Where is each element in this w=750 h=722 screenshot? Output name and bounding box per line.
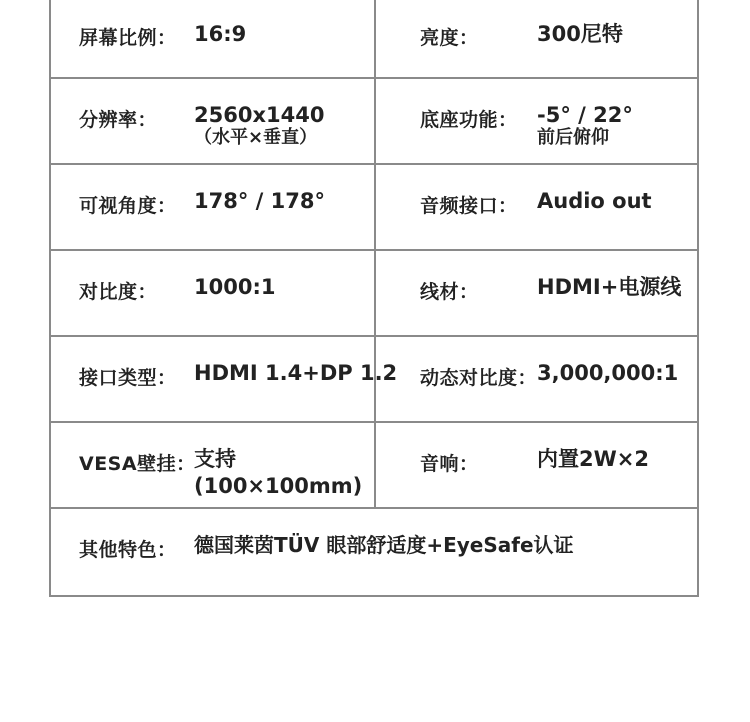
spec-row bbox=[51, 423, 697, 509]
spec-label-cables: 线材： bbox=[420, 281, 479, 303]
spec-value-resolution-note: （水平×垂直） bbox=[194, 127, 318, 148]
spec-cell bbox=[51, 79, 376, 163]
spec-row bbox=[51, 0, 697, 79]
spec-label-interface-type: 接口类型： bbox=[79, 367, 177, 389]
spec-label-brightness: 亮度： bbox=[420, 27, 479, 49]
spec-value-vesa-support: 支持 bbox=[194, 447, 236, 471]
spec-value-resolution bbox=[194, 103, 324, 148]
spec-label-other-features: 其他特色： bbox=[79, 539, 177, 561]
spec-value-stand-tilt: -5° / 22° bbox=[537, 103, 633, 127]
spec-value-stand-function bbox=[537, 103, 633, 148]
spec-value-stand-note: 前后俯仰 bbox=[537, 127, 609, 148]
spec-value-speakers: 内置2W×2 bbox=[537, 447, 649, 471]
spec-value-audio-port: Audio out bbox=[537, 189, 652, 213]
spec-row bbox=[51, 165, 697, 251]
spec-cell bbox=[51, 423, 376, 507]
spec-value-resolution-main: 2560x1440 bbox=[194, 103, 325, 127]
spec-label-viewing-angle: 可视角度： bbox=[79, 195, 177, 217]
spec-label-stand-function: 底座功能： bbox=[420, 109, 518, 131]
spec-label-resolution: 分辨率： bbox=[79, 109, 158, 131]
spec-cell bbox=[376, 337, 697, 421]
spec-value-contrast: 1000:1 bbox=[194, 275, 276, 299]
spec-value-vesa-size: (100×100mm) bbox=[194, 474, 363, 498]
spec-value-aspect-ratio: 16:9 bbox=[194, 22, 247, 46]
spec-label-contrast: 对比度： bbox=[79, 281, 158, 303]
spec-cell bbox=[376, 423, 697, 507]
spec-cell bbox=[51, 165, 376, 249]
spec-row bbox=[51, 337, 697, 423]
spec-value-vesa-mount bbox=[194, 447, 362, 499]
spec-label-audio-port: 音频接口： bbox=[420, 195, 518, 217]
spec-label-aspect-ratio: 屏幕比例： bbox=[79, 27, 177, 49]
spec-value-dynamic-contrast: 3,000,000:1 bbox=[537, 361, 679, 385]
spec-cell bbox=[51, 0, 376, 77]
spec-value-viewing-angle: 178° / 178° bbox=[194, 189, 325, 213]
spec-value-cables: HDMI+电源线 bbox=[537, 275, 682, 299]
spec-value-brightness: 300尼特 bbox=[537, 22, 623, 46]
spec-cell bbox=[51, 251, 376, 335]
spec-cell bbox=[376, 0, 697, 77]
spec-cell bbox=[51, 337, 398, 421]
spec-label-dynamic-contrast: 动态对比度： bbox=[420, 367, 538, 389]
spec-row bbox=[51, 509, 697, 595]
spec-table bbox=[49, 0, 699, 597]
spec-row bbox=[51, 251, 697, 337]
spec-value-interface-type: HDMI 1.4+DP 1.2 bbox=[194, 361, 398, 385]
spec-cell bbox=[376, 251, 697, 335]
spec-label-vesa-mount: VESA壁挂： bbox=[79, 453, 196, 475]
spec-label-speakers: 音响： bbox=[420, 453, 479, 475]
spec-cell bbox=[376, 165, 697, 249]
spec-cell-features bbox=[51, 509, 697, 595]
spec-value-other-features: 德国莱茵TÜV 眼部舒适度+EyeSafe认证 bbox=[194, 533, 574, 557]
spec-row bbox=[51, 79, 697, 165]
spec-cell bbox=[376, 79, 697, 163]
